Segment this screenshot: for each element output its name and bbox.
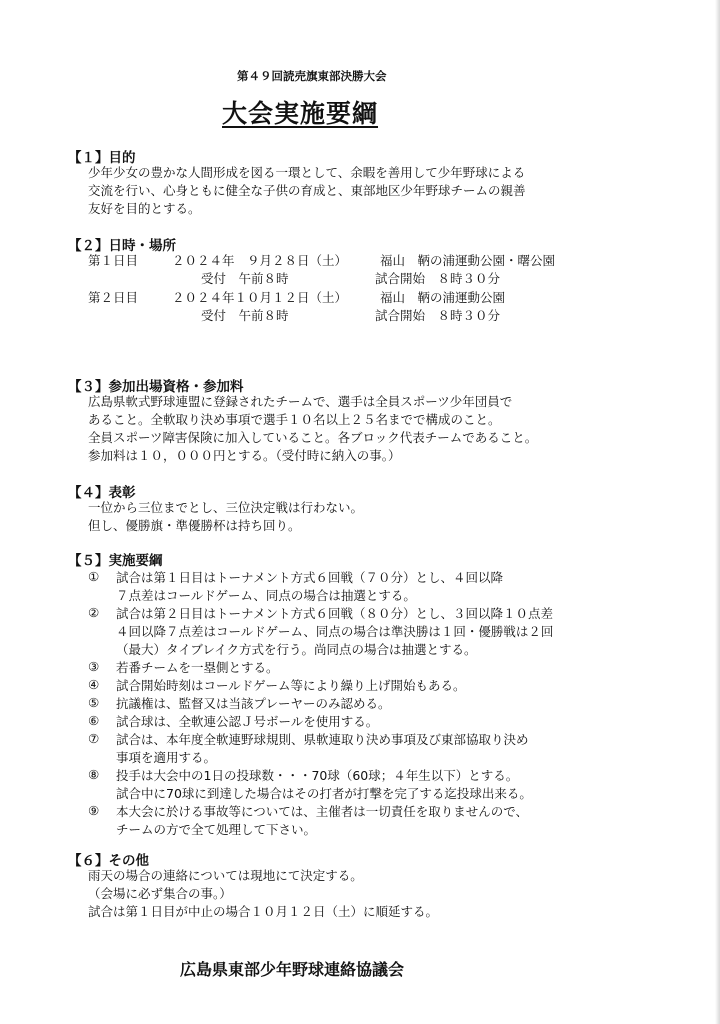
section-3-line: あること。全軟取り決め事項で選手１０名以上２５名までで構成のこと。 <box>88 412 501 427</box>
day1-reception: 受付 午前８時 <box>201 271 289 286</box>
page-edge-shadow <box>715 0 720 1024</box>
item-number: ⑨ <box>88 803 100 818</box>
item-line: 試合は第２日目はトーナメント方式６回戦（８０分）とし、３回以降１０点差 <box>116 606 554 621</box>
section-4-heading: 【４】表彰 <box>68 485 136 501</box>
item-line: 試合開始時刻はコールドゲーム等により繰り上げ開始もある。 <box>116 678 466 693</box>
event-subtitle: 第４９回読売旗東部決勝大会 <box>237 69 387 83</box>
page-title: 大会実施要綱 <box>222 99 379 128</box>
item-line: 本大会に於ける事故等については、主催者は一切責任を取りませんので、 <box>116 804 529 819</box>
day1-date: ２０２４年 ９月２８日（土） <box>172 253 348 268</box>
item-line: ７点差はコールドゲーム、同点の場合は抽選とする。 <box>116 588 416 603</box>
item-line: 試合は、本年度全軟連野球規則、県軟連取り決め事項及び東部協取り決め <box>116 732 529 747</box>
item-number: ④ <box>88 677 100 692</box>
section-6-line: （会場に必ず集合の事。） <box>88 886 232 901</box>
section-3-line: 全員スポーツ障害保険に加入していること。各ブロック代表チームであること。 <box>88 430 538 445</box>
section-1-line: 友好を目的とする。 <box>88 201 201 216</box>
item-line: 抗議権は、監督又は当該プレーヤーのみ認める。 <box>116 696 391 711</box>
item-line: 投手は大会中の1日の投球数・・・70球（60球；４年生以下）とする。 <box>116 768 519 783</box>
day1-venue: 福山 鞆の浦運動公園・曙公園 <box>380 253 556 268</box>
section-3-line: 参加料は１０，０００円とする。（受付時に納入の事。） <box>88 448 401 463</box>
day2-label: 第２日目 <box>88 290 139 305</box>
section-1-line: 少年少女の豊かな人間形成を図る一環として、余暇を善用して少年野球による <box>88 165 526 180</box>
section-3-heading: 【３】参加出場資格・参加料 <box>68 379 244 395</box>
item-line: ４回以降７点差はコールドゲーム、同点の場合は準決勝は１回・優勝戦は２回 <box>116 624 554 639</box>
section-3-line: 広島県軟式野球連盟に登録されたチームで、選手は全員スポーツ少年団員で <box>88 394 513 409</box>
section-6-line: 雨天の場合の連絡については現地にて決定する。 <box>88 868 363 883</box>
item-number: ⑤ <box>88 695 100 710</box>
item-line: 試合は第１日目はトーナメント方式６回戦（７０分）とし、４回以降 <box>116 570 504 585</box>
item-line: 試合中に70球に到達した場合はその打者が打撃を完了する迄投球出来る。 <box>116 786 532 801</box>
section-4-line: 但し、優勝旗・準優勝杯は持ち回り。 <box>88 518 301 533</box>
item-line: （最大）タイブレイク方式を行う。尚同点の場合は抽選とする。 <box>116 642 477 657</box>
organizer-name: 広島県東部少年野球連絡協議会 <box>180 960 405 979</box>
section-6-heading: 【６】その他 <box>68 853 149 869</box>
item-number: ① <box>88 569 100 584</box>
item-line: 試合球は、全軟連公認Ｊ号ボールを使用する。 <box>116 714 379 729</box>
section-1-heading: 【１】目的 <box>68 150 136 166</box>
section-2-heading: 【２】日時・場所 <box>68 238 176 254</box>
day2-venue: 福山 鞆の浦運動公園 <box>380 290 506 305</box>
item-line: 事項を適用する。 <box>116 750 217 765</box>
section-4-line: 一位から三位までとし、三位決定戦は行わない。 <box>88 500 364 515</box>
day1-start: 試合開始 ８時３０分 <box>375 271 501 286</box>
item-number: ③ <box>88 659 100 674</box>
day1-label: 第１日目 <box>88 253 139 268</box>
day2-reception: 受付 午前８時 <box>201 308 289 323</box>
section-5-heading: 【５】実施要綱 <box>68 553 163 569</box>
day2-date: ２０２４年１０月１２日（土） <box>172 290 348 305</box>
item-number: ⑦ <box>88 731 100 746</box>
item-number: ② <box>88 605 100 620</box>
section-1-line: 交流を行い、心身ともに健全な子供の育成と、東部地区少年野球チームの親善 <box>88 183 526 198</box>
day2-start: 試合開始 ８時３０分 <box>375 308 501 323</box>
item-number: ⑧ <box>88 767 100 782</box>
item-line: チームの方で全て処理して下さい。 <box>116 822 317 837</box>
section-6-line: 試合は第１日目が中止の場合１０月１２日（土）に順延する。 <box>88 904 439 919</box>
item-number: ⑥ <box>88 713 100 728</box>
item-line: 若番チームを一塁側とする。 <box>116 660 279 675</box>
